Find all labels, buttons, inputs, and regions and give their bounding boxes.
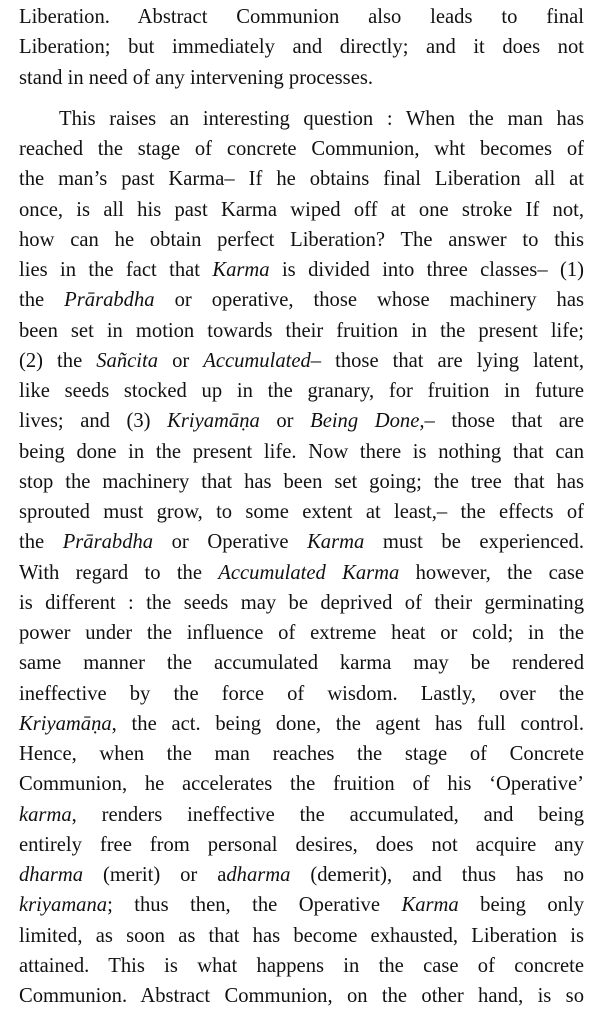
text-line: the Prārabdha or Operative Karma must be experienced.	[19, 531, 584, 554]
text-line: lives; and (3) Kriyamāṇa or Being Done,– those that are	[19, 410, 585, 433]
text-line: With regard to the Accumulated Karma however, the case	[19, 561, 585, 584]
text-line: Hence, when the man reaches the stage of Concrete	[19, 743, 584, 765]
text-line: once, is all his past Karma wiped off at one stroke If not,	[19, 198, 584, 221]
text-line: same manner the accumulated karma may be rendered	[19, 652, 584, 675]
text-line: lies in the fact that Karma is divided into three classes– (1)	[19, 259, 585, 281]
text-line: being done in the present life. Now there is nothing that can	[19, 440, 584, 463]
text-line: stop the machinery that has been set going; the tree that has	[19, 470, 584, 493]
paragraph-1	[19, 2, 584, 93]
text-line: Communion. Abstract Communion, on the other hand, is so	[19, 985, 584, 1007]
text-line: attained. This is what happens in the case of concrete	[19, 954, 584, 977]
paragraph-gap	[19, 93, 584, 104]
text-line: stand in need of any intervening processes.	[19, 66, 373, 89]
text-line: power under the influence of extreme heat or cold; in the	[19, 622, 584, 644]
text-line: This raises an interesting question : When the man has	[59, 107, 584, 130]
text-line: is different : the seeds may be deprived of their germinating	[19, 591, 584, 614]
text-line: limited, as soon as that has become exhausted, Liberation is	[19, 924, 584, 947]
text-line: reached the stage of concrete Communion, wht becomes of	[19, 138, 584, 160]
text-line: dharma (merit) or adharma (demerit), and thus has no	[19, 864, 584, 886]
text-line: like seeds stocked up in the granary, for fruition in future	[19, 380, 584, 402]
text-line: Liberation; but immediately and directly; and it does not	[19, 36, 584, 59]
text-line: entirely free from personal desires, does not acquire any	[19, 833, 584, 856]
text-line: (2) the Sañcita or Accumulated– those that are lying latent,	[19, 349, 584, 372]
text-line: the Prārabdha or operative, those whose machinery has	[19, 289, 584, 312]
text-line: sprouted must grow, to some extent at least,– the effects of	[19, 501, 584, 523]
text-line: Communion, he accelerates the fruition of his ‘Operative’	[19, 773, 584, 796]
text-line: Kriyamāṇa, the act. being done, the agent has full control.	[19, 712, 584, 735]
text-line: how can he obtain perfect Liberation? The answer to this	[19, 228, 584, 251]
text-line: been set in motion towards their fruition in the present life;	[19, 319, 584, 342]
text-line: karma, renders ineffective the accumulated, and being	[19, 803, 584, 826]
text-line: Liberation. Abstract Communion also leads to final	[19, 6, 584, 28]
text-line: the man’s past Karma– If he obtains final Liberation all at	[19, 168, 584, 191]
text-line: kriyamana; thus then, the Operative Karma being only	[19, 894, 584, 917]
paragraph-2	[19, 104, 584, 1011]
text-line: ineffective by the force of wisdom. Lastly, over the	[19, 682, 584, 705]
